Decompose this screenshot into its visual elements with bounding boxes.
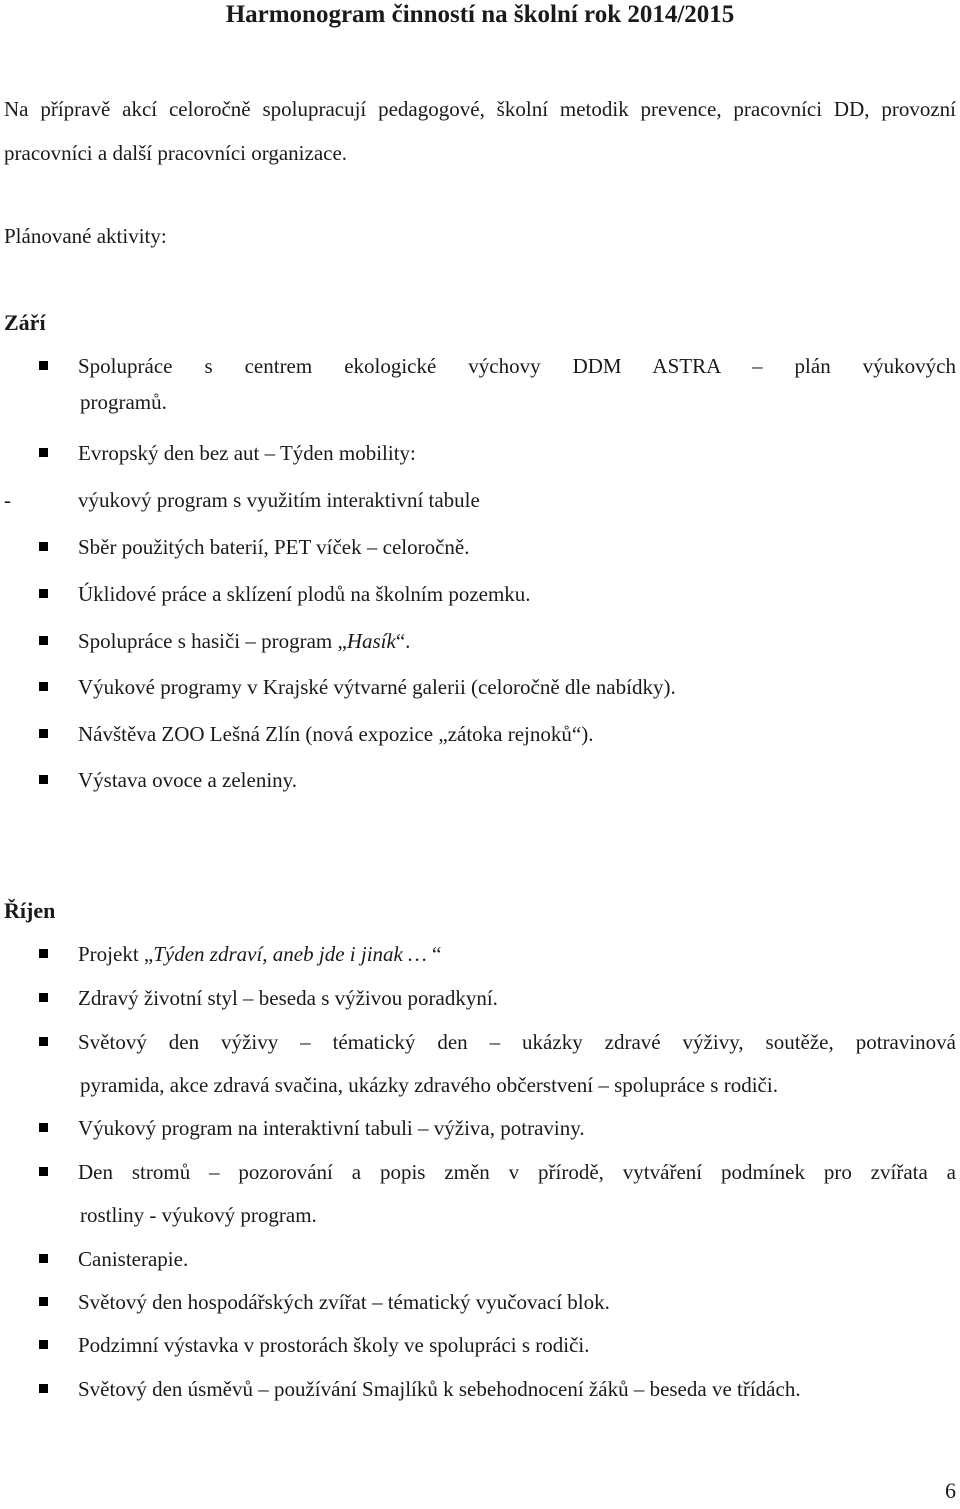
list-item-text: Den stromů – pozorování a popis změn v přírodě, vytváření podmínek pro zvířata a <box>78 1160 956 1184</box>
bullet-square-icon <box>39 949 48 958</box>
bullet-square-icon <box>39 1123 48 1132</box>
list-item-text-continued: rostliny - výukový program. <box>80 1203 317 1227</box>
planned-activities-label: Plánované aktivity: <box>4 224 167 248</box>
list-item-text: Úklidové práce a sklízení plodů na školním pozemku. <box>78 582 531 606</box>
bullet-square-icon <box>39 682 48 691</box>
section-heading-zari: Září <box>4 310 46 335</box>
list-item-text-continued: programů. <box>80 390 167 414</box>
bullet-square-icon <box>39 1297 48 1306</box>
intro-paragraph: Na přípravě akcí celoročně spolupracují pedagogové, školní metodik prevence, pracovníci DD, provozní pracovníci a další pracovníci organizace. <box>4 97 956 165</box>
page-title: Harmonogram činností na školní rok 2014/2015 <box>225 1 735 28</box>
list-item-text: Výukový program na interaktivní tabuli – výživa, potraviny. <box>78 1116 585 1140</box>
bullet-square-icon <box>39 1037 48 1046</box>
list-item-text: Světový den úsměvů – používání Smajlíků k sebehodnocení žáků – beseda ve třídách. <box>78 1377 801 1401</box>
bullet-square-icon <box>39 1167 48 1176</box>
list-item-text: Světový den výživy – tématický den – ukázky zdravé výživy, soutěže, potravinová <box>78 1030 956 1054</box>
section-heading-rijen: Říjen <box>4 898 56 923</box>
list-item-text-continued: pyramida, akce zdravá svačina, ukázky zdravého občerstvení – spolupráce s rodiči. <box>80 1073 778 1097</box>
list-item-text: Spolupráce s centrem ekologické výchovy DDM ASTRA – plán výukových <box>78 354 956 378</box>
bullet-square-icon <box>39 775 48 784</box>
list-item-text: Výukové programy v Krajské výtvarné galerii (celoročně dle nabídky). <box>78 675 676 699</box>
list-item-text: Podzimní výstavka v prostorách školy ve spolupráci s rodiči. <box>78 1333 590 1357</box>
list-item-text: výukový program s využitím interaktivní tabule <box>78 488 480 512</box>
page-number: 6 <box>945 1478 956 1503</box>
list-item-text: Světový den hospodářských zvířat – tématický vyučovací blok. <box>78 1290 610 1314</box>
list-item-text: Evropský den bez aut – Týden mobility: <box>78 441 416 465</box>
list-item-text: Sběr použitých baterií, PET víček – celoročně. <box>78 535 470 559</box>
list-item-text: Projekt „Týden zdraví, aneb jde i jinak … “ <box>78 942 442 966</box>
bullet-square-icon <box>39 589 48 598</box>
list-item-text: Zdravý životní styl – beseda s výživou poradkyní. <box>78 986 498 1010</box>
bullet-square-icon <box>39 729 48 738</box>
bullet-square-icon <box>39 993 48 1002</box>
list-item-text: Spolupráce s hasiči – program „Hasík“. <box>78 629 411 653</box>
list-item-text: Canisterapie. <box>78 1247 189 1271</box>
bullet-square-icon <box>39 448 48 457</box>
bullet-square-icon <box>39 636 48 645</box>
bullet-square-icon <box>39 1340 48 1349</box>
bullet-square-icon <box>39 361 48 370</box>
bullet-square-icon <box>39 542 48 551</box>
list-item-text: Návštěva ZOO Lešná Zlín (nová expozice „zátoka rejnoků“). <box>78 722 594 746</box>
bullet-square-icon <box>39 1254 48 1263</box>
dash-bullet-icon: - <box>4 488 11 512</box>
bullet-square-icon <box>39 1384 48 1393</box>
list-item-text: Výstava ovoce a zeleniny. <box>78 768 298 792</box>
